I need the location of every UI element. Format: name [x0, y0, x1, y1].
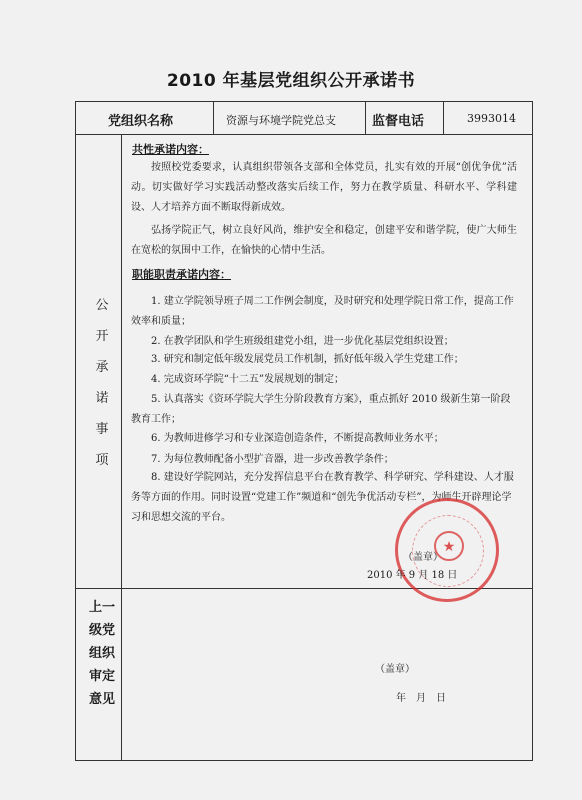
- duty-item: 6. 为教师进修学习和专业深造创造条件，不断提高教师业务水平；: [151, 433, 444, 444]
- column-divider: [443, 102, 444, 134]
- side-line: 组织: [88, 646, 115, 661]
- side-line: 审定: [88, 669, 115, 684]
- side-line: 意见: [88, 692, 115, 707]
- phone-value: 3993014: [467, 112, 516, 125]
- common-commitment-heading: 共性承诺内容：: [132, 143, 209, 156]
- side-char: 开: [95, 329, 109, 344]
- side-char: 公: [95, 298, 109, 313]
- side-line: 上一: [88, 600, 115, 615]
- phone-label: 监督电话: [372, 114, 425, 129]
- side-char: 项: [95, 453, 109, 468]
- commitment-side-label: [89, 290, 115, 476]
- side-char: 诺: [95, 391, 109, 406]
- duty-commitment-heading: 职能职责承诺内容：: [132, 268, 231, 281]
- row-divider: [76, 134, 532, 135]
- duty-item: 1. 建立学院领导班子周二工作例会制度，及时研究和处理学院日常工作，提高工作效率和质量；: [131, 296, 514, 327]
- review-side-label: [82, 596, 122, 711]
- review-date: 年 月 日: [396, 693, 446, 704]
- column-divider: [213, 102, 214, 134]
- side-char: 承: [95, 360, 109, 375]
- duty-item: 8. 建设好学院网站，充分发挥信息平台在教育教学、科学研究、学科建设、人才服务等方面的作用。同时设置“党建工作”频道和“创先争优活动专栏”，为师生开辟理论学习和思想交流的平台。: [131, 472, 514, 523]
- common-paragraph: 按照校党委要求，认真组织带领各支部和全体党员，扎实有效的开展“创优争优”活动。切实做好学习实践活动整改落实后续工作，努力在教学质量、科研水平、学科建设、人才培养方面不断取得新成效。: [131, 162, 517, 213]
- side-line: 级党: [88, 623, 115, 638]
- column-divider: [365, 102, 366, 134]
- common-paragraph: 弘扬学院正气，树立良好风尚，维护安全和稳定，创建平安和谐学院，使广大师生在宽松的氛围中工作，在愉快的心情中生活。: [131, 225, 517, 256]
- commitment-seal-label: （盖章）: [403, 552, 443, 563]
- org-name-label: 党组织名称: [108, 114, 174, 129]
- commitment-date: 2010 年 9 月 18 日: [367, 570, 458, 581]
- duty-item: 2. 在教学团队和学生班级组建党小组，进一步优化基层党组织设置；: [151, 336, 454, 347]
- side-char: 事: [95, 422, 109, 437]
- duty-item: 4. 完成资环学院“十二五”发展规划的制定；: [151, 374, 344, 385]
- org-name-value: 资源与环境学院党总支: [226, 114, 336, 127]
- document-title: 2010 年基层党组织公开承诺书: [166, 71, 416, 91]
- duty-item: 3. 研究和制定低年级发展党员工作机制，抓好低年级入学生党建工作；: [151, 354, 464, 365]
- star-icon: ★: [442, 539, 456, 555]
- review-seal-label: （盖章）: [375, 664, 415, 675]
- duty-item: 7. 为每位教师配备小型扩音器，进一步改善教学条件；: [151, 454, 394, 465]
- duty-item: 5. 认真落实《资环学院大学生分阶段教育方案》，重点抓好 2010 级新生第一阶段教育工作；: [131, 394, 511, 425]
